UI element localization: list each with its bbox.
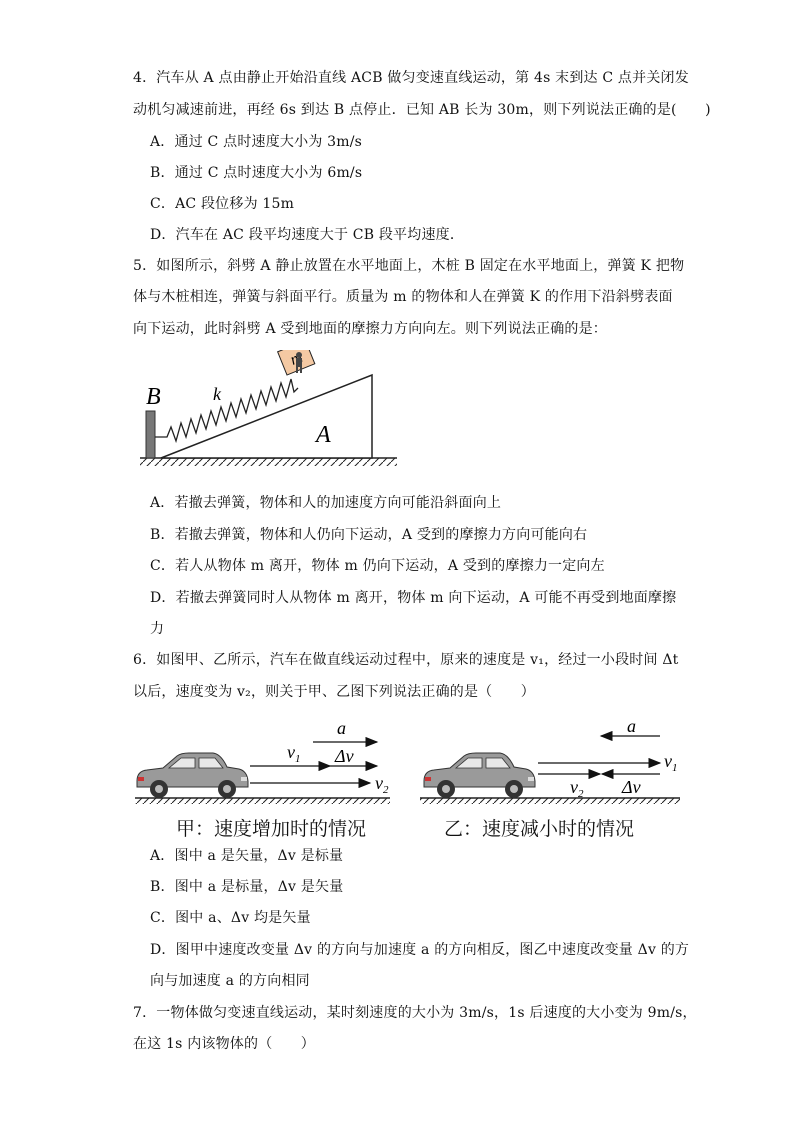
q5-stem-line2: 体与木桩相连，弹簧与斜面平行。质量为 m 的物体和人在弹簧 K 的作用下沿斜劈表面 [133,289,673,305]
q4-stem-line2: 动机匀减速前进，再经 6s 到达 B 点停止．已知 AB 长为 30m，则下列说法正确的是( ) [133,102,711,118]
label-a-right: a [627,716,636,736]
q6-option-d-cont: 向与加速度 a 的方向相同 [150,973,310,989]
label-dv-right: Δv [622,777,641,797]
label-k: k [213,384,221,404]
q4-option-b: B．通过 C 点时速度大小为 6m/s [150,165,363,181]
label-dv-left: Δv [335,746,354,766]
q5-option-c: C．若人从物体 m 离开，物体 m 仍向下运动，A 受到的摩擦力一定向左 [150,558,605,574]
incline-spring-figure [135,350,405,475]
q5-option-d: D．若撤去弹簧同时人从物体 m 离开，物体 m 向下运动，A 可能不再受到地面摩擦 [150,590,677,606]
q5-option-b: B．若撤去弹簧，物体和人仍向下运动，A 受到的摩擦力方向可能向右 [150,527,588,543]
caption-right: 乙：速度减小时的情况 [444,818,635,840]
ground-hatch-right [420,798,680,804]
velocity-figure [130,712,690,812]
label-v1-right: $v_1$ [664,751,678,774]
car-left-icon [137,753,248,798]
ground-hatch [140,458,397,466]
q6-stem-line2: 以后，速度变为 v₂，则关于甲、乙图下列说法正确的是（ ） [133,684,535,700]
label-v2-right: $v_2$ [570,777,584,800]
q4-option-d: D．汽车在 AC 段平均速度大于 CB 段平均速度． [150,227,465,243]
q4-option-c: C．AC 段位移为 15m [150,196,295,212]
q6-option-b: B．图中 a 是标量，Δv 是矢量 [150,879,344,895]
car-right-icon [424,753,535,798]
q7-stem-line1: 7．一物体做匀变速直线运动，某时刻速度的大小为 3m/s，1s 后速度的大小变为 9m/s， [133,1005,697,1021]
q7-stem-line2: 在这 1s 内该物体的（ ） [133,1036,315,1052]
caption-left: 甲：速度增加时的情况 [176,818,367,840]
label-b: B [146,384,161,410]
q5-option-a: A．若撤去弹簧，物体和人的加速度方向可能沿斜面向上 [150,495,502,511]
wedge-a [161,375,372,458]
q4-stem-line1: 4．汽车从 A 点由静止开始沿直线 ACB 做匀变速直线运动，第 4s 末到达 C 点并关闭发 [133,70,689,86]
q5-stem-line1: 5．如图所示，斜劈 A 静止放置在水平地面上，木桩 B 固定在水平地面上，弹簧 K 把物 [133,258,685,274]
q6-option-a: A．图中 a 是矢量，Δv 是标量 [150,848,344,864]
q6-option-d: D．图甲中速度改变量 Δv 的方向与加速度 a 的方向相反，图乙中速度改变量 Δv 的方 [150,942,690,958]
q6-stem-line1: 6．如图甲、乙所示，汽车在做直线运动过程中，原来的速度是 v₁，经过一小段时间 Δt [133,652,679,668]
q5-option-d-cont: 力 [150,621,165,637]
label-a: A [316,422,331,448]
stake-b [146,411,155,458]
ground-hatch-left [135,798,390,804]
label-v2-left: $v_2$ [375,773,389,796]
q6-option-c: C．图中 a、Δv 均是矢量 [150,910,311,926]
label-v1-left: $v_1$ [287,742,301,765]
label-a-left: a [337,718,346,738]
q4-option-a: A．通过 C 点时速度大小为 3m/s [150,134,363,150]
q5-stem-line3: 向下运动，此时斜劈 A 受到地面的摩擦力方向向左。则下列说法正确的是： [133,321,608,337]
